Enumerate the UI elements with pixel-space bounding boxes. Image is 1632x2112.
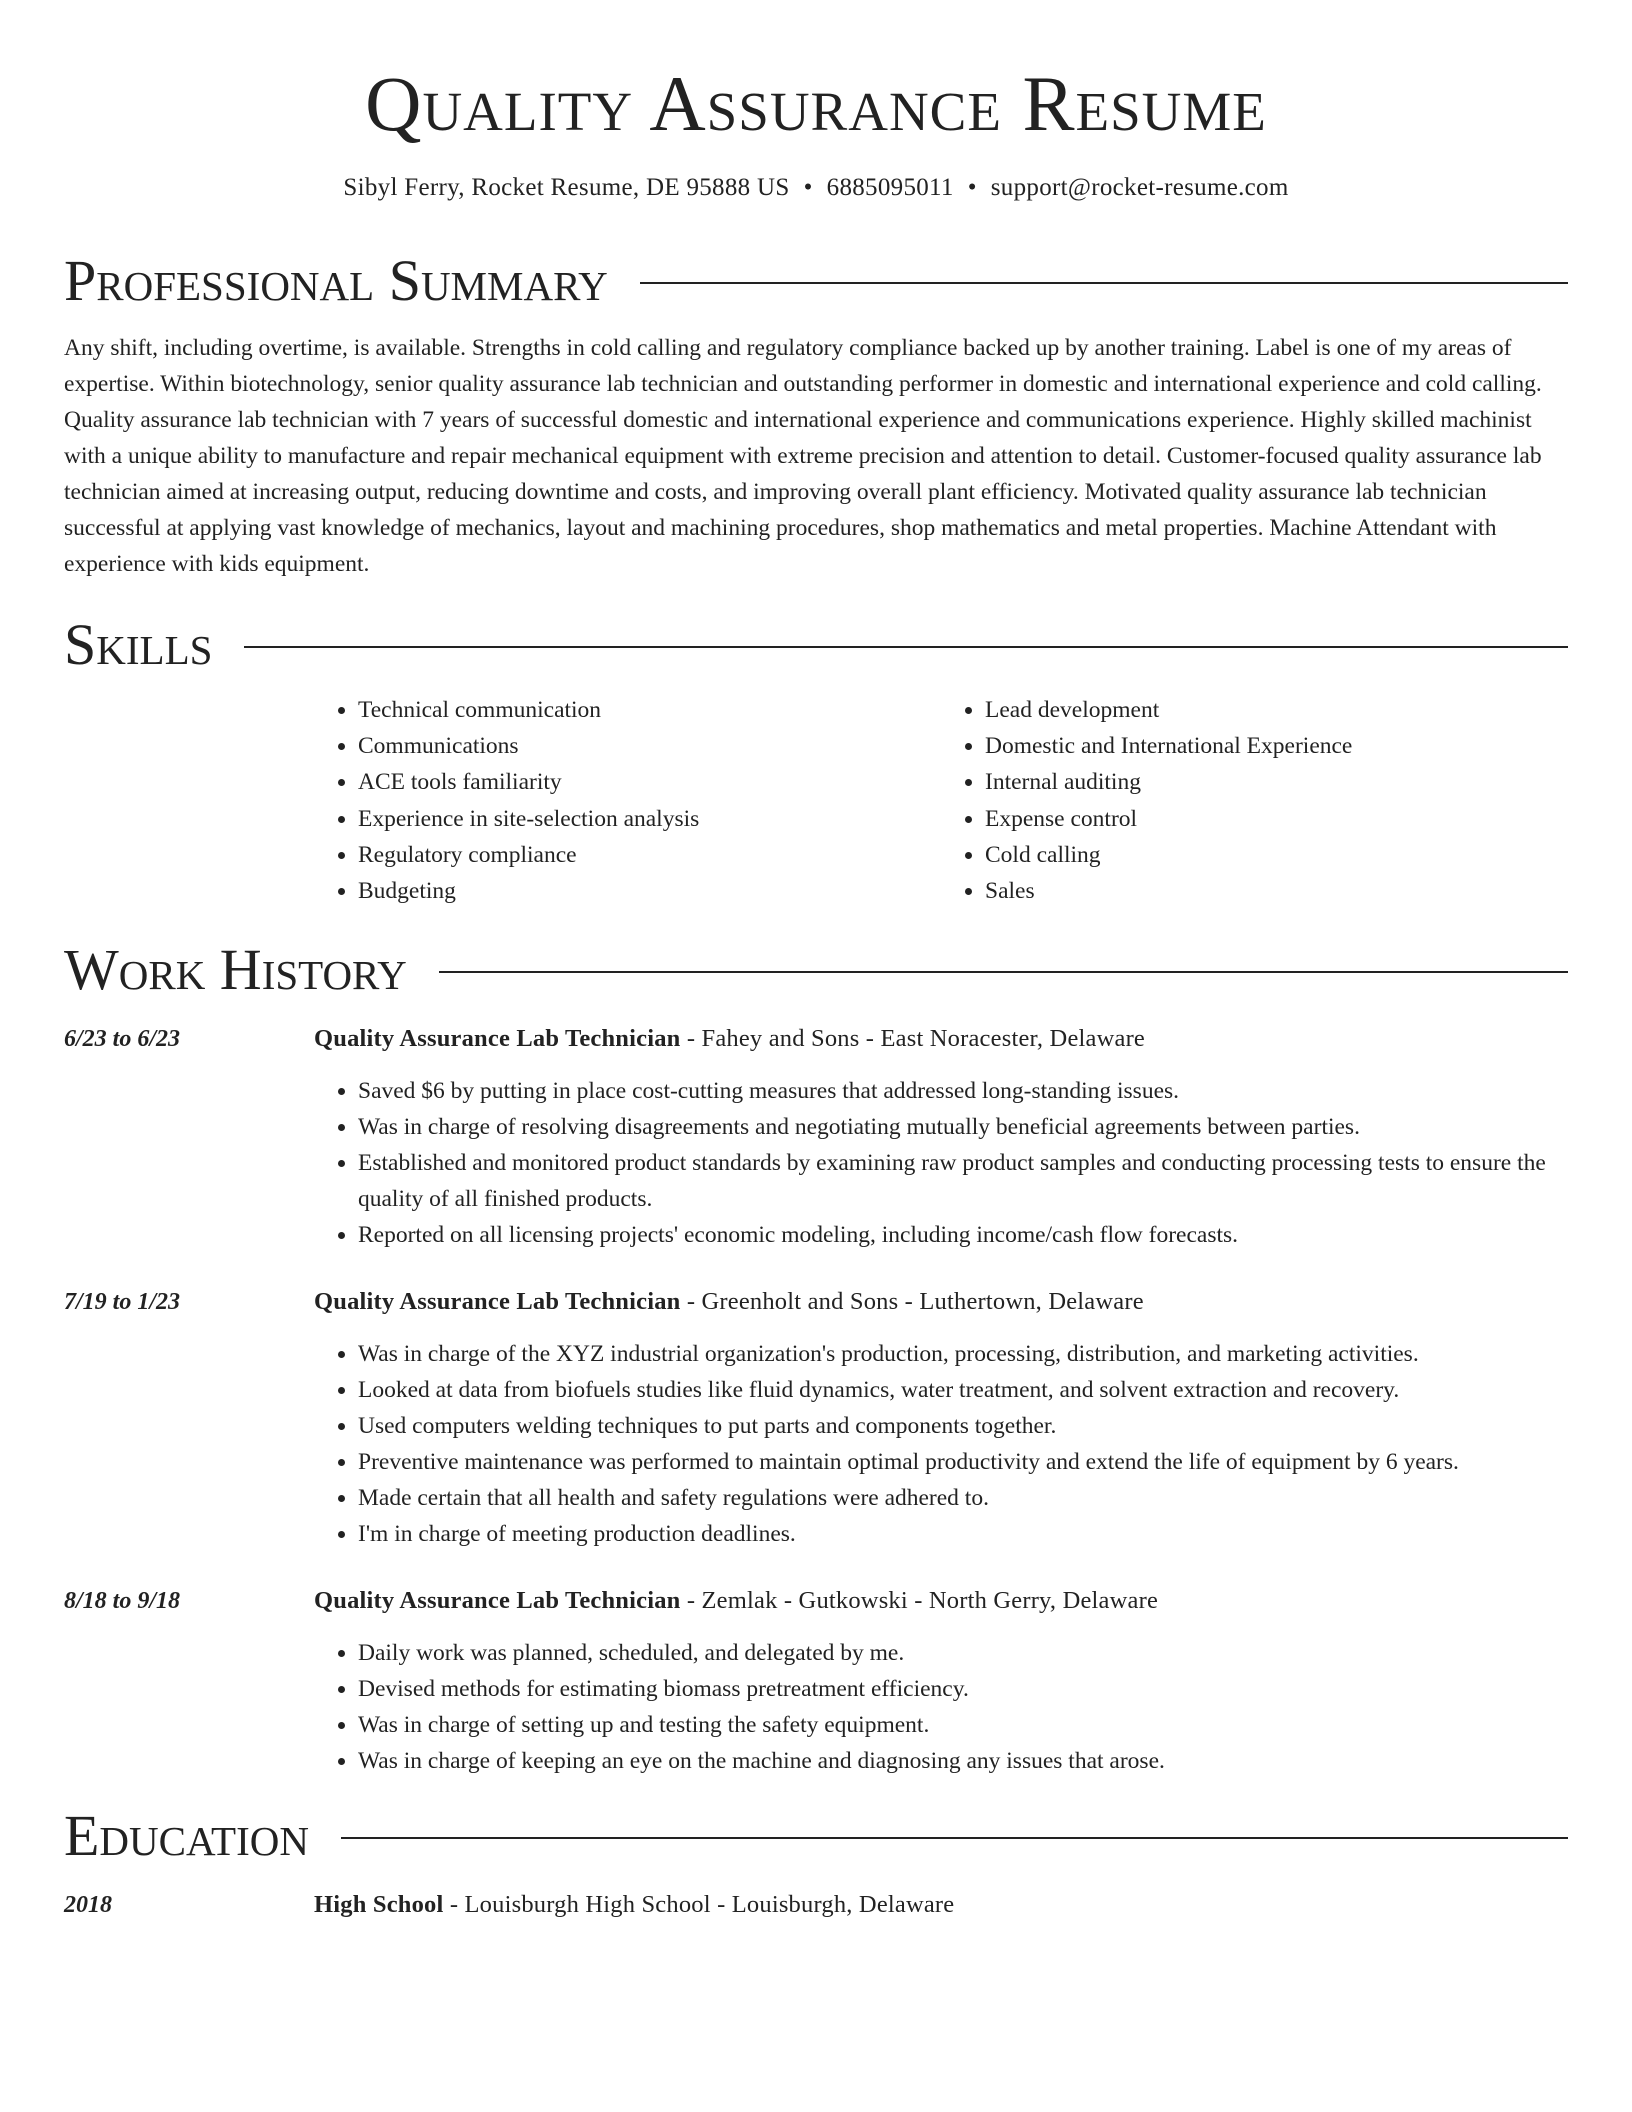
- job-title: Quality Assurance Lab Technician: [314, 1025, 681, 1053]
- skill-item: • Communications: [358, 728, 941, 764]
- job-bullets: [314, 1336, 1568, 1552]
- job-body: [314, 1583, 1568, 1779]
- job-bullet: • Made certain that all health and safety regulations were adhered to.: [358, 1480, 1568, 1516]
- job-entry: [64, 1583, 1568, 1779]
- skill-item: • Regulatory compliance: [358, 837, 941, 873]
- job-body: [314, 1284, 1568, 1552]
- job-body: [314, 1021, 1568, 1253]
- job-bullet: • Was in charge of setting up and testing the safety equipment.: [358, 1707, 1568, 1743]
- job-bullet: • I'm in charge of meeting production deadlines.: [358, 1516, 1568, 1552]
- job-title: Quality Assurance Lab Technician: [314, 1587, 681, 1615]
- education-body: [314, 1887, 1568, 1923]
- work-heading: Work History: [64, 937, 407, 1003]
- contact-line: [64, 174, 1568, 202]
- contact-phone: 6885095011: [826, 174, 954, 201]
- job-employer: - Zemlak - Gutkowski - North Gerry, Delaware: [680, 1587, 1159, 1615]
- job-entry: [64, 1284, 1568, 1552]
- job-bullet: • Was in charge of resolving disagreements and negotiating mutually beneficial agreements between parties.: [358, 1109, 1568, 1145]
- skill-item: • Domestic and International Experience: [985, 728, 1568, 764]
- job-bullet: • Daily work was planned, scheduled, and delegated by me.: [358, 1635, 1568, 1671]
- job-bullet: • Devised methods for estimating biomass pretreatment efficiency.: [358, 1671, 1568, 1707]
- job-title-line: [314, 1284, 1568, 1320]
- job-bullet: • Was in charge of the XYZ industrial organization's production, processing, distribution, and marketing activities.: [358, 1336, 1568, 1372]
- education-heading: Education: [64, 1803, 309, 1869]
- summary-heading: Professional Summary: [64, 248, 608, 313]
- section-divider: [640, 282, 1568, 284]
- skill-item: • Lead development: [985, 692, 1568, 728]
- job-title-line: [314, 1583, 1568, 1619]
- skills-column-left: [314, 692, 941, 909]
- contact-separator: •: [803, 174, 813, 201]
- education-school: - Louisburgh High School - Louisburgh, Delaware: [443, 1891, 955, 1919]
- skills-list: [314, 692, 1568, 909]
- skill-item: • Sales: [985, 873, 1568, 909]
- skill-item: • ACE tools familiarity: [358, 764, 941, 800]
- section-divider: [244, 646, 1568, 648]
- job-bullet: • Was in charge of keeping an eye on the machine and diagnosing any issues that arose.: [358, 1743, 1568, 1779]
- section-divider: [341, 1837, 1568, 1839]
- job-dates: 7/19 to 1/23: [64, 1289, 181, 1316]
- job-bullet: • Used computers welding techniques to put parts and components together.: [358, 1408, 1568, 1444]
- work-section-header: [64, 935, 1568, 1005]
- education-title-line: [314, 1887, 1568, 1923]
- education-entry: [64, 1887, 1568, 1923]
- contact-email: support@rocket-resume.com: [990, 174, 1289, 201]
- skill-item: • Cold calling: [985, 837, 1568, 873]
- job-bullets: [314, 1073, 1568, 1253]
- summary-text: Any shift, including overtime, is available. Strengths in cold calling and regulatory compliance backed up by another training. Label is one of my areas of expertise. Within biotechnology, senior quality assurance lab technician and outstanding performer in domestic and international experience and cold calling. Quality assurance lab technician with 7 years of successful domestic and international experience and communications experience. Highly skilled machinist with a unique ability to manufacture and repair mechanical equipment with extreme precision and attention to detail. Customer-focused quality assurance lab technician aimed at increasing output, reducing downtime and costs, and improving overall plant efficiency. Motivated quality assurance lab technician successful at applying vast knowledge of mechanics, layout and machining procedures, shop mathematics and metal properties. Machine Attendant with experience with kids equipment.: [64, 335, 1542, 577]
- job-bullets: [314, 1635, 1568, 1779]
- job-bullet: • Preventive maintenance was performed to maintain optimal productivity and extend the life of equipment by 6 years.: [358, 1444, 1568, 1480]
- job-title-line: [314, 1021, 1568, 1057]
- job-dates: 6/23 to 6/23: [64, 1026, 181, 1053]
- job-employer: - Fahey and Sons - East Noracester, Delaware: [680, 1025, 1145, 1053]
- skill-item: • Budgeting: [358, 873, 941, 909]
- contact-separator: •: [967, 174, 977, 201]
- job-bullet: • Established and monitored product standards by examining raw product samples and conducting processing tests to ensure the quality of all finished products.: [358, 1145, 1568, 1217]
- job-bullet: • Reported on all licensing projects' economic modeling, including income/cash flow forecasts.: [358, 1217, 1568, 1253]
- skills-section-header: [64, 610, 1568, 680]
- job-bullet: • Looked at data from biofuels studies like fluid dynamics, water treatment, and solvent extraction and recovery.: [358, 1372, 1568, 1408]
- job-entry: [64, 1021, 1568, 1253]
- skills-heading: Skills: [64, 612, 213, 677]
- education-dates: 2018: [64, 1892, 112, 1919]
- resume-title: Quality Assurance Resume: [365, 60, 1267, 147]
- job-dates: 8/18 to 9/18: [64, 1588, 181, 1615]
- skill-item: • Expense control: [985, 801, 1568, 837]
- skill-item: • Internal auditing: [985, 764, 1568, 800]
- job-bullet: • Saved $6 by putting in place cost-cutting measures that addressed long-standing issues.: [358, 1073, 1568, 1109]
- summary-section-header: [64, 246, 1568, 316]
- job-title: Quality Assurance Lab Technician: [314, 1288, 681, 1316]
- skill-item: • Technical communication: [358, 692, 941, 728]
- education-section-header: [64, 1801, 1568, 1871]
- education-degree: High School: [314, 1891, 444, 1919]
- section-divider: [439, 971, 1568, 973]
- skill-item: • Experience in site-selection analysis: [358, 801, 941, 837]
- contact-address: Sibyl Ferry, Rocket Resume, DE 95888 US: [343, 174, 790, 201]
- skills-column-right: [941, 692, 1568, 909]
- job-employer: - Greenholt and Sons - Luthertown, Delaware: [680, 1288, 1144, 1316]
